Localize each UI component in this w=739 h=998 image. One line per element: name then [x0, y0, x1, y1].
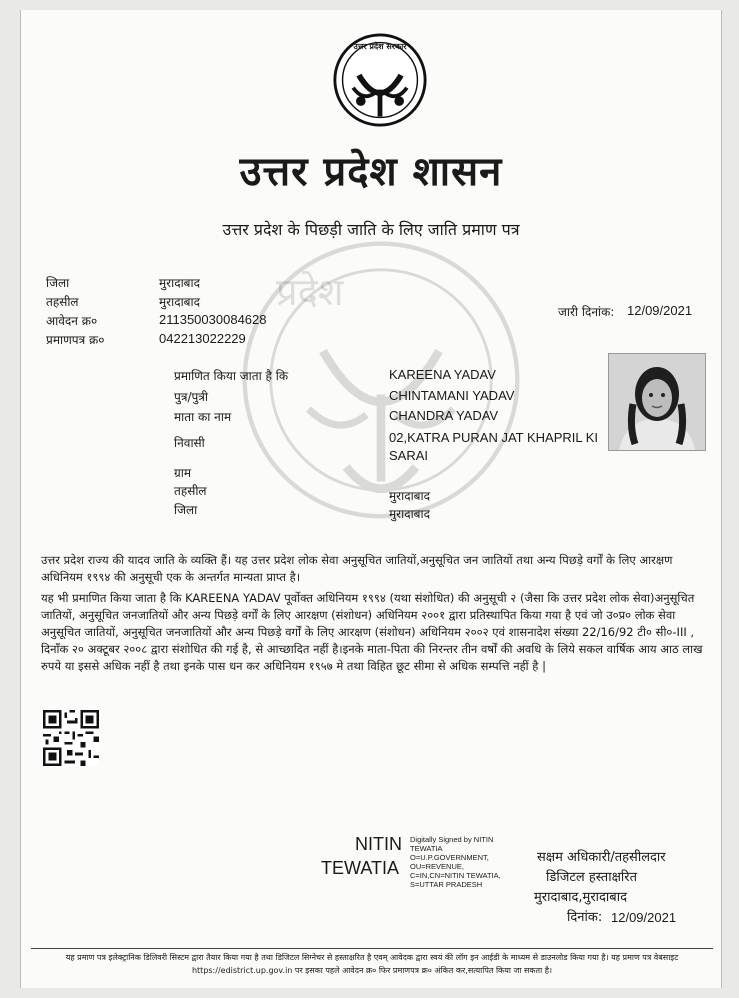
caste-statement-paragraph: उत्तर प्रदेश राज्य की यादव जाति के व्यक्ति हैं। यह उत्तर प्रदेश लोक सेवा अनुसूचित जातियों,अनुसूचित जन जातियों तथा अन्य पिछड़े वर्गों के लिए आरक्षण अधिनियम १९९४ की अनुसूची एक के अन्तर्गत मान्यता प्राप्त है। — [41, 553, 673, 584]
watermark-text: प्रदेश — [276, 270, 344, 314]
certificate-number-label: प्रमाणपत्र क्र० — [46, 333, 105, 347]
signature-detail-3: O=U.P.GOVERNMENT, — [410, 853, 489, 862]
resident-address-line2: SARAI — [389, 448, 429, 463]
detail-tehsil-label: तहसील — [174, 484, 207, 498]
certificate-page — [20, 10, 722, 988]
tehsil-value: मुरादाबाद — [159, 295, 201, 309]
authority-date-label: दिनांक: — [567, 910, 603, 925]
resident-address-line1: 02,KATRA PURAN JAT KHAPRIL KI — [389, 430, 599, 445]
emblem-text: उत्तर प्रदेश सरकार — [353, 42, 407, 51]
detail-tehsil-value: मुरादाबाद — [389, 489, 431, 503]
issue-date-value: 12/09/2021 — [627, 303, 693, 318]
qr-code — [43, 710, 99, 766]
certificate-subtitle: उत्तर प्रदेश के पिछड़ी जाति के लिए जाति प्रमाण पत्र — [222, 220, 520, 239]
certified-label: प्रमाणित किया जाता है कि — [174, 369, 289, 383]
signature-detail-6: S=UTTAR PRADESH — [410, 880, 483, 889]
page-title: उत्तर प्रदेश शासन — [239, 148, 503, 195]
signature-detail-2: TEWATIA — [410, 844, 443, 853]
signature-detail-1: Digitally Signed by NITIN — [410, 835, 494, 844]
signer-name-line2: TEWATIA — [321, 858, 399, 878]
application-number-label: आवेदन क्र० — [46, 314, 98, 328]
father-name: CHINTAMANI YADAV — [389, 388, 515, 403]
authority-digitally-signed: डिजिटल हस्ताक्षरित — [546, 870, 637, 885]
authority-designation: सक्षम अधिकारी/तहसीलदार — [537, 850, 666, 865]
footer-note: यह प्रमाण पत्र इलेक्ट्रानिक डिलिवरी सिस्टम द्वारा तैयार किया गया है तथा डिजिटल सिग्नेचर से हस्ताक्षरित है एवम् आवेदक द्वारा स्वयं की लॉग इन आईडी के माध्यम से डाउनलोड किया गया है। यह प्रमाण पत्र वेबसाइट https://edistrict.up.gov.in पर इसका पहले आवेदन क्र० फिर प्रमाणपत्र क्र० अंकित कर,सत्यापित किया जा सकता है। — [31, 948, 713, 977]
village-label: ग्राम — [174, 466, 192, 480]
certification-paragraph: यह भी प्रमाणित किया जाता है कि KAREENA YADAV पूर्वोक्त अधिनियम १९९४ (यथा संशोधित) की अनुसूची २ (जैसा कि उत्तर प्रदेश लोक सेवा)अनुसूचित जातियों, अनुसूचित जनजातियों और अन्य पिछड़े वर्गों के लिए आरक्षण (संशोधन) अधिनियम २००१ द्वारा प्रतिस्थापित किया गया है एवं जो उ०प्र० लोक सेवा अनुसूचित जातियों, अनुसूचित जनजातियों और अन्य पिछड़े वर्गों के लिए आरक्षण (संशोधन) अधिनियम २००२ एवं शासनादेश संख्या 22/16/92 टी० सी०-III , दिनाँक २० अक्टूबर २००८ द्वारा संशोधित की गई है, से आच्छादित नहीं है।इनके माता-पिता की निरन्तर तीन वर्षों की अवधि के लिये सकल वार्षिक आय आठ लाख रुपये या इससे अधिक नहीं है तथा इनके पास धन कर अधिनियम १९५७ मे तथा विहित छूट सीमा से अधिक सम्पत्ति नहीं है | — [41, 591, 703, 673]
authority-date-value: 12/09/2021 — [611, 910, 677, 925]
district-value: मुरादाबाद — [159, 276, 201, 290]
resident-label: निवासी — [174, 436, 205, 450]
applicant-name: KAREENA YADAV — [389, 367, 496, 382]
application-number-value: 211350030084628 — [159, 312, 267, 327]
detail-district-label: जिला — [174, 503, 198, 517]
district-label: जिला — [46, 276, 70, 290]
son-daughter-label: पुत्र/पुत्री — [174, 390, 209, 404]
authority-location: मुरादाबाद,मुरादाबाद — [534, 890, 627, 905]
applicant-portrait-icon — [609, 354, 705, 450]
tehsil-label: तहसील — [46, 295, 79, 309]
detail-district-value: मुरादाबाद — [389, 507, 431, 521]
certificate-number-value: 042213022229 — [159, 331, 246, 346]
signer-name-line1: NITIN — [355, 834, 402, 854]
issue-date-label: जारी दिनांक: — [558, 305, 615, 319]
signature-detail-5: C=IN,CN=NITIN TEWATIA, — [410, 871, 501, 880]
signature-detail-4: OU=REVENUE, — [410, 862, 464, 871]
mother-name: CHANDRA YADAV — [389, 408, 499, 423]
mother-name-label: माता का नाम — [174, 410, 232, 424]
applicant-photo — [608, 353, 706, 451]
